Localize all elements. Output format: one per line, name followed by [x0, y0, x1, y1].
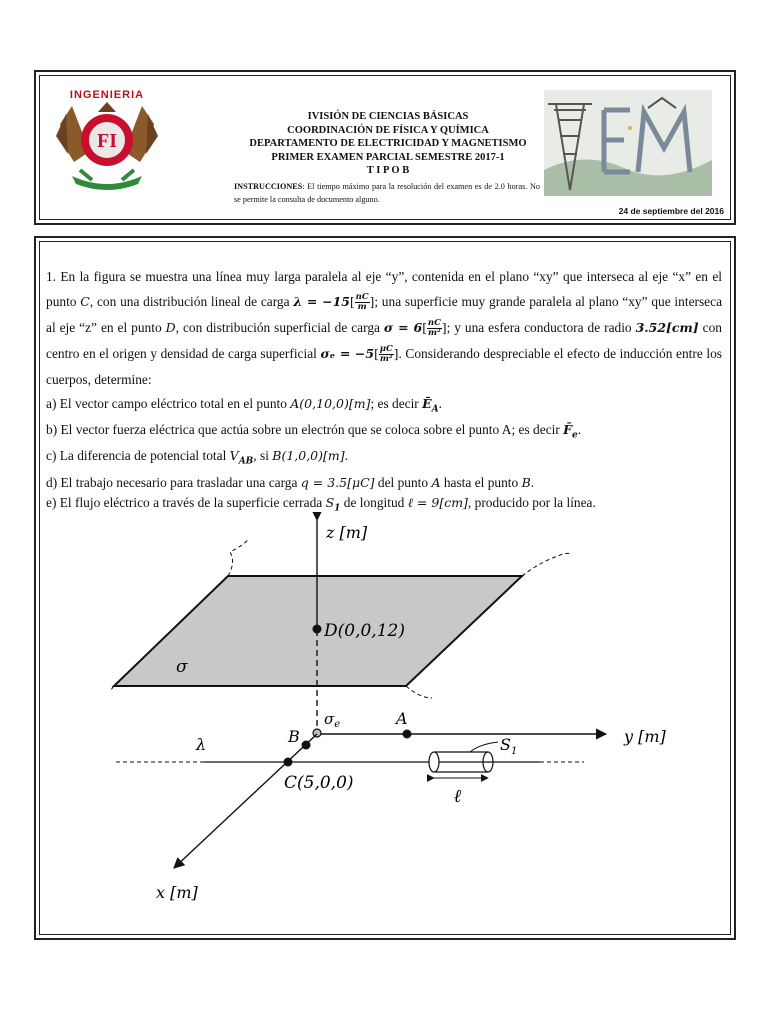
question-list: [46, 394, 722, 519]
sigma-label: σ: [176, 657, 188, 677]
fi-eagle-logo: [52, 84, 162, 196]
question-b: b) El vector fuerza eléctrica que actúa sobre un electrón que se coloca sobre el punto A; es decir $F̄_e$.: [46, 422, 582, 441]
x-axis-label: x [m]: [156, 883, 198, 902]
ell-label: ℓ: [454, 786, 462, 807]
s1-label: $S_1$: [500, 735, 518, 757]
instructions-text: : El tiempo máximo para la resolución del examen es de 2.0 horas. No se permite la consulta de documento alguno.: [234, 182, 540, 204]
gaussian-cylinder-s1: [429, 742, 498, 778]
instructions-label: INSTRUCCIONES: [234, 182, 303, 191]
sphere-radius: 3.52[cm]: [635, 320, 699, 335]
lambda-unit: $\frac{nC}{m}$: [355, 292, 369, 313]
problem-text-4: , con distribución superficial de carga: [175, 320, 384, 335]
point-a-marker: [403, 730, 412, 739]
problem-text-6: con centro en el origen y densidad de carga superficial: [46, 320, 722, 361]
sigma-unit: $\frac{nC}{\text{m²}}$: [427, 318, 441, 339]
svg-text:FI: FI: [97, 130, 117, 152]
question-c: c) La diferencia de potencial total $V_{AB}$, si B(1,0,0)[m].: [46, 448, 348, 468]
problem-text-7: . Considerando despreciable el efecto de inducción entre los cuerpos, determine:: [46, 346, 723, 387]
z-axis-label: z [m]: [326, 523, 368, 542]
lambda-label: λ: [196, 735, 207, 754]
point-c-marker: [284, 758, 293, 767]
point-c: C: [80, 294, 90, 309]
charge-geometry-figure: [110, 512, 690, 922]
point-d-label: D(0,0,12): [324, 621, 405, 641]
problem-text-3: ; una superficie muy grande paralela al plano “xy” que interseca al eje “z” en el punto: [46, 294, 723, 335]
coordination-title: COORDINACIÓN DE FÍSICA Y QUÍMICA: [287, 124, 489, 136]
sigma-e-value: σₑ = −5: [320, 346, 375, 361]
question-d: d) El trabajo necesario para trasladar una carga q = 3.5[μC] del punto A hasta el punto B.: [46, 474, 535, 490]
problem-statement: 1. En la figura se muestra una línea muy larga paralela al eje “y”, contenida en el plano “xy” que interseca al eje “x” en el punto C, con una distribución lineal de carga λ = −15[ $\frac{nC}{m}$ ]; una superficie muy grande paralela al plano “xy” que interseca al eje “z” en el punto D, con distribución superficial de carga σ = 6[ $\frac{nC}{\text{m²}}$ ]; y una esfera conductora de radio 3.52[cm] con centro en el origen y densidad de carga superficial σₑ = −5[ $\frac{\mu C}{\text{m²}}$ ]. Considerando despreciable el efecto de inducción entre los cuerpos, determine:: [46, 269, 723, 387]
lambda-value: λ = −15: [293, 294, 350, 309]
division-title: IVISIÓN DE CIENCIAS BÁSICAS: [307, 111, 469, 122]
sigma-e-unit: $\frac{\mu C}{\text{m²}}$: [379, 344, 393, 365]
point-b-marker: [302, 741, 311, 750]
sigma-value: σ = 6: [383, 320, 423, 335]
point-d-marker: [313, 625, 322, 634]
question-a: a) El vector campo eléctrico total en el punto A(0,10,0)[m]; es decir $Ē_A$.: [46, 396, 442, 415]
exam-title: PRIMER EXAMEN PARCIAL SEMESTRE 2017-1: [271, 151, 505, 163]
header-title-block: [228, 110, 548, 178]
logo-text: INGENIERIA: [69, 89, 145, 101]
point-a-label: A: [396, 709, 408, 728]
problem-text-1: 1. En la figura se muestra una línea muy larga paralela al eje “y”, contenida en el plano “xy” que interseca al eje “x” en el punto: [46, 269, 722, 309]
em-department-logo: [544, 90, 712, 196]
point-c-label: C(5,0,0): [284, 773, 354, 793]
point-b-label: B: [288, 727, 300, 746]
instructions: [234, 180, 540, 206]
problem-text-5: ; y una esfera conductora de radio: [446, 320, 636, 335]
exam-date: 24 de septiembre del 2016: [618, 206, 724, 216]
question-e: e) El flujo eléctrico a través de la superficie cerrada $S_1$ de longitud ℓ = 9[cm], producido por la línea.: [46, 495, 596, 514]
department-title: DEPARTAMENTO DE ELECTRICIDAD Y MAGNETISMO: [249, 138, 527, 149]
exam-type: T I P O B: [366, 165, 410, 176]
sigma-e-label: $\sigma_e$: [324, 710, 341, 730]
y-axis-label: y [m]: [624, 727, 666, 746]
point-d: D: [165, 320, 176, 335]
problem-text-2: , con una distribución lineal de carga: [89, 294, 294, 309]
